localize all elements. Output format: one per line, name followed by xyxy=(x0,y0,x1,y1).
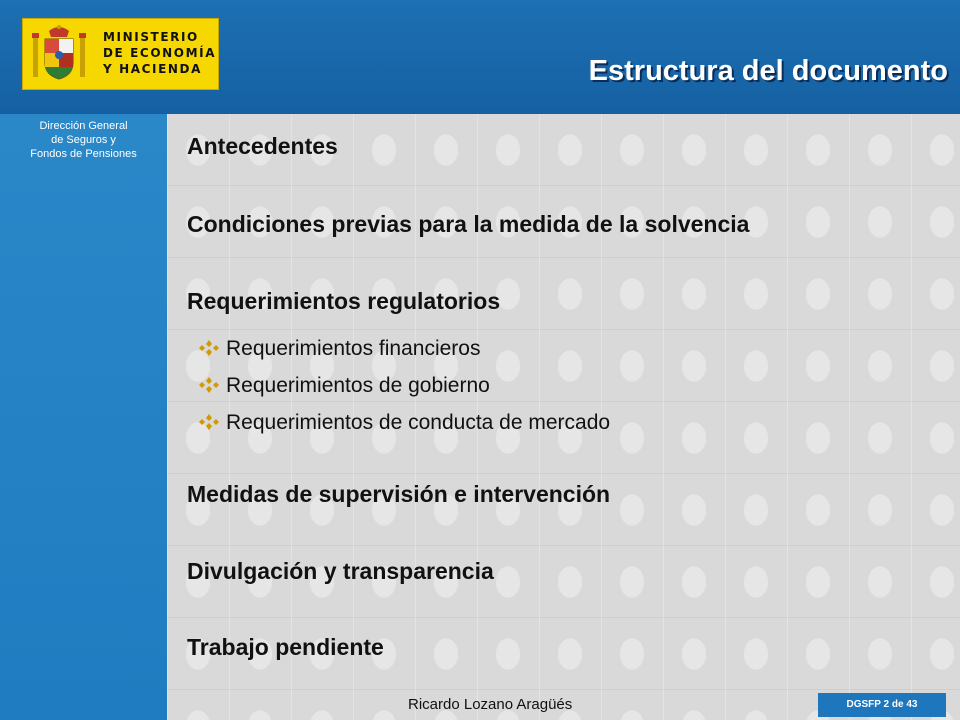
sidebar xyxy=(0,114,167,720)
diamond-bullet-icon xyxy=(199,340,219,356)
presenter-name: Ricardo Lozano Aragüés xyxy=(408,696,573,713)
sub-list-item xyxy=(199,411,610,435)
page-counter: DGSFP 2 de 43 xyxy=(818,693,946,717)
sub-list-label: Requerimientos de gobierno xyxy=(226,374,490,397)
organization-line-1: Dirección General xyxy=(39,120,128,132)
organization-name xyxy=(0,119,167,161)
sub-list-label: Requerimientos de conducta de mercado xyxy=(226,411,611,434)
coat-of-arms-icon xyxy=(31,23,87,85)
section-heading: Condiciones previas para la medida de la solvencia xyxy=(187,211,750,237)
ministry-line-3: Y HACIENDA xyxy=(103,62,202,76)
section-heading: Trabajo pendiente xyxy=(187,634,384,660)
organization-line-2: de Seguros y xyxy=(51,134,116,146)
slide-title: Estructura del documento xyxy=(588,55,948,87)
sub-list-item xyxy=(199,337,480,361)
section-heading: Divulgación y transparencia xyxy=(187,558,494,584)
sub-list-item xyxy=(199,374,490,398)
ministry-line-1: MINISTERIO xyxy=(103,30,199,44)
ministry-logo xyxy=(22,18,219,90)
section-heading: Medidas de supervisión e intervención xyxy=(187,481,611,507)
sub-list-label: Requerimientos financieros xyxy=(226,337,481,360)
ministry-line-2: DE ECONOMÍA xyxy=(103,46,217,60)
diamond-bullet-icon xyxy=(199,377,219,393)
section-heading: Requerimientos regulatorios xyxy=(187,288,501,314)
ministry-name xyxy=(103,29,216,77)
section-heading: Antecedentes xyxy=(187,133,338,159)
organization-line-3: Fondos de Pensiones xyxy=(30,148,137,160)
diamond-bullet-icon xyxy=(199,414,219,430)
